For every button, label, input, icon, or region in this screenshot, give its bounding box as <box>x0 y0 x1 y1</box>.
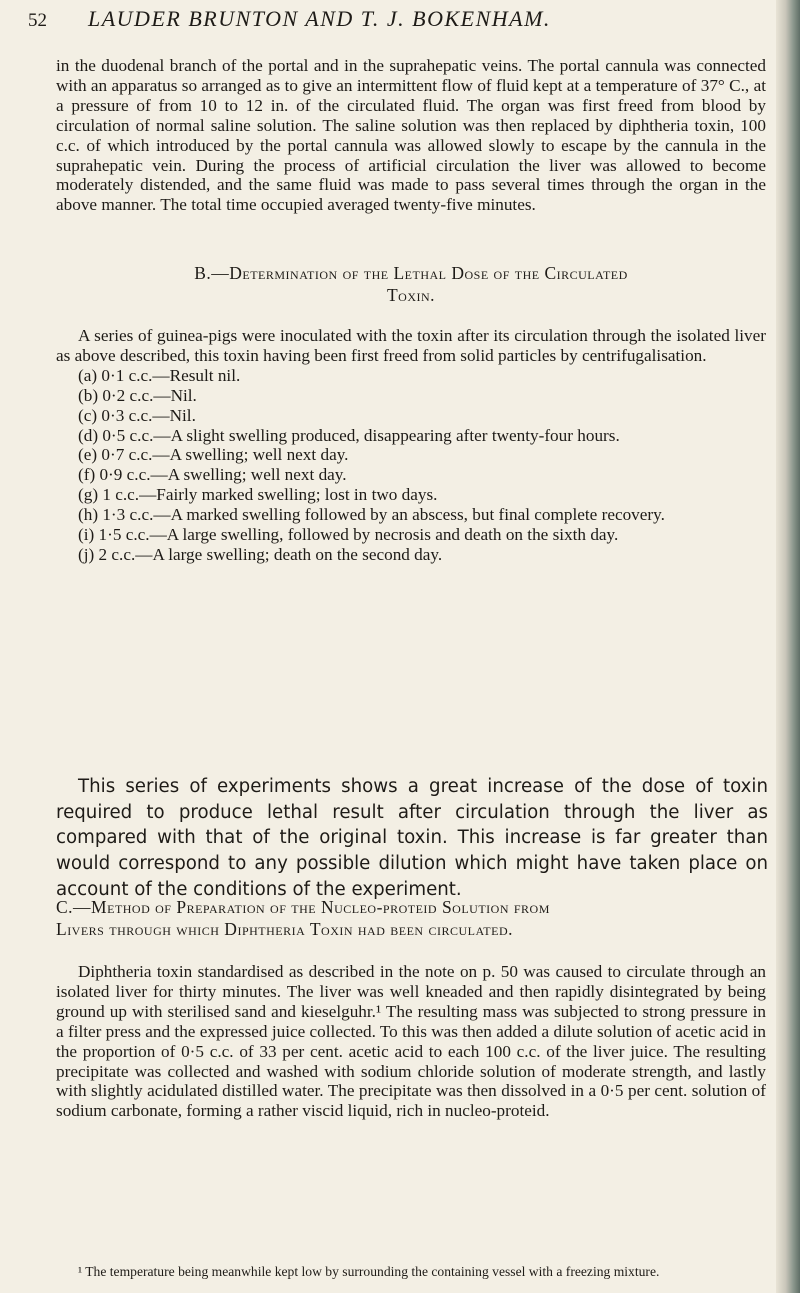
section-c-body <box>56 962 766 1121</box>
section-b-heading-line1: B.—Determination of the Lethal Dose of the Circulated <box>194 263 628 283</box>
section-b-body <box>56 326 766 565</box>
page-number: 52 <box>28 10 47 31</box>
section-c-paragraph: Diphtheria toxin standardised as described in the note on p. 50 was caused to circulate through an isolated liver for thirty minutes. The liver was well kneaded and then rapidly disintegrated by being ground up with sterilised sand and kieselguhr.¹ The resulting mass was subjected to strong pressure in a filter press and the expressed juice collected. To this was then added a dilute solution of acetic acid in the proportion of 0·5 c.c. of 33 per cent. acetic acid to each 100 c.c. of the liver juice. The resulting precipitate was collected and washed with sodium chloride solution of moderate strength, and lastly with slightly acidulated distilled water. The precipitate was then dissolved in a 0·5 per cent. solution of sodium carbonate, forming a rather viscid liquid, rich in nucleo-proteid. <box>56 962 766 1121</box>
intro-paragraph-block <box>56 56 766 215</box>
dose-result-item: (i) 1·5 c.c.—A large swelling, followed by necrosis and death on the sixth day. <box>78 525 619 545</box>
dose-result-item: (c) 0·3 c.c.—Nil. <box>78 405 196 425</box>
section-b-heading <box>56 262 766 306</box>
intro-paragraph: in the duodenal branch of the portal and in the suprahepatic veins. The portal cannula was connected with an apparatus so arranged as to give an intermittent flow of fluid kept at a temperature of 37° C., at a pressure of from 10 to 12 in. of the circulated fluid. The organ was first freed from blood by circulation of normal saline solution. The saline solution was then replaced by diphtheria toxin, 100 c.c. of which introduced by the portal cannula was allowed slowly to escape by the cannula in the suprahepatic vein. During the process of artificial circulation the liver was allowed to become moderately distended, and the same fluid was made to pass several times through the organ in the above manner. The total time occupied averaged twenty-five minutes. <box>56 56 766 215</box>
dose-result-item: (h) 1·3 c.c.—A marked swelling followed by an abscess, but final complete recovery. <box>78 505 665 525</box>
footnote-block <box>56 1250 766 1293</box>
dose-result-item: (a) 0·1 c.c.—Result nil. <box>78 365 241 385</box>
dose-result-item: (g) 1 c.c.—Fairly marked swelling; lost in two days. <box>78 485 438 505</box>
running-head: LAUDER BRUNTON AND T. J. BOKENHAM. <box>88 6 551 31</box>
section-c-heading <box>56 896 766 940</box>
dose-result-item: (d) 0·5 c.c.—A slight swelling produced, disappearing after twenty-four hours. <box>78 425 620 445</box>
dose-result-item: (e) 0·7 c.c.—A swelling; well next day. <box>78 445 349 465</box>
section-c-heading-line1: C.—Method of Preparation of the Nucleo-proteid Solution from <box>56 897 550 917</box>
section-c-heading-line2: Livers through which Diphtheria Toxin had been circulated. <box>56 919 514 939</box>
section-b-list <box>56 366 766 565</box>
section-b-intro: A series of guinea-pigs were inoculated with the toxin after its circulation through the isolated liver as above described, this toxin having been first freed from solid particles by centrifugalisation. <box>56 326 766 365</box>
section-b-heading-line2: Toxin. <box>386 285 436 305</box>
page-edge-shadow <box>776 0 800 1293</box>
footnote: ¹ The temperature being meanwhile kept low by surrounding the containing vessel with a freezing mixture. <box>78 1263 660 1279</box>
page-header <box>28 6 768 42</box>
dose-result-item: (b) 0·2 c.c.—Nil. <box>78 385 197 405</box>
dose-result-item: (f) 0·9 c.c.—A swelling; well next day. <box>78 465 347 485</box>
section-b-conclusion: This series of experiments shows a great increase of the dose of toxin required to produce lethal result after circulation through the liver as compared with that of the original toxin. This increase is far greater than would correspond to any possible dilution which might have taken place on account of the conditions of the experiment. <box>56 776 768 900</box>
dose-result-item: (j) 2 c.c.—A large swelling; death on the second day. <box>78 544 443 564</box>
